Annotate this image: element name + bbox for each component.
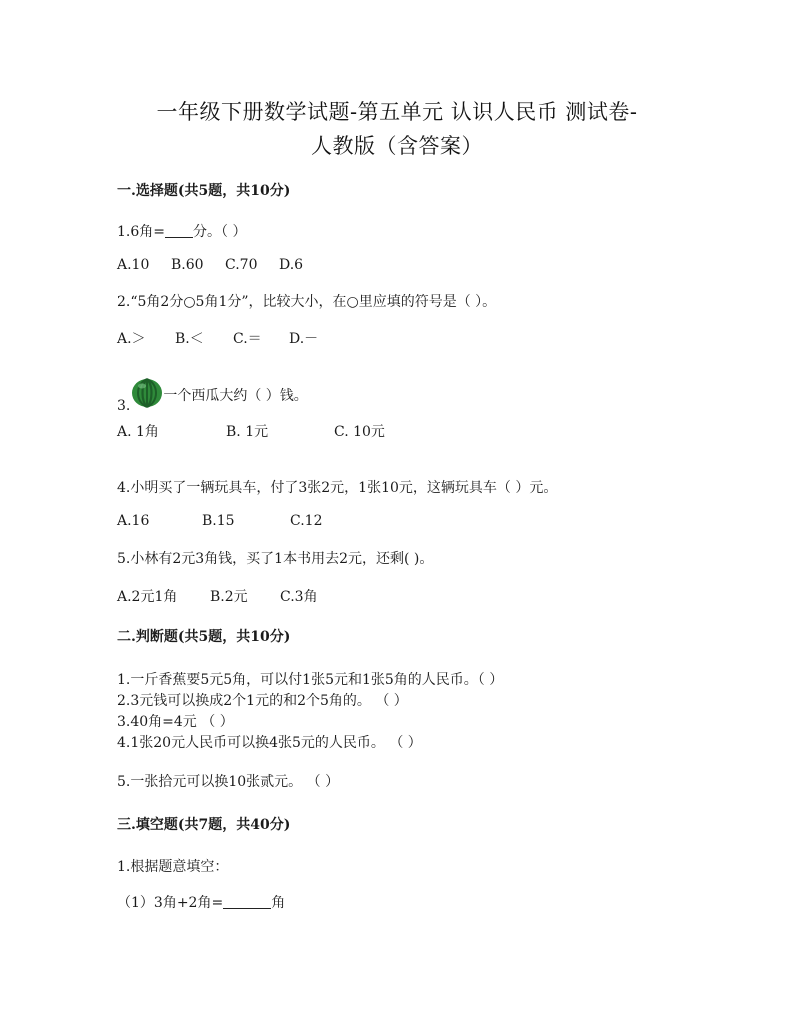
watermelon-icon <box>131 376 163 408</box>
option: D.6 <box>279 257 304 273</box>
question-5-stem: 5.小林有2元3角钱，买了1本书用去2元，还剩( )。 <box>117 551 434 567</box>
question-1-options <box>117 257 303 273</box>
question-3-stem <box>117 376 308 414</box>
page-title-line2: 人教版（含答案） <box>311 134 483 158</box>
judgment-item-3: 3.40角=4元 （ ） <box>117 714 234 730</box>
option: C.70 <box>225 257 258 273</box>
option: C.3角 <box>280 589 318 605</box>
option: A.10 <box>117 257 150 273</box>
option: A.16 <box>117 513 150 529</box>
judgment-item-4: 4.1张20元人民币可以换4张5元的人民币。 （ ） <box>117 735 422 751</box>
question-1-stem-end: 分。（ ） <box>193 224 247 240</box>
question-4-stem: 4.小明买了一辆玩具车，付了3张2元，1张10元，这辆玩具车（ ）元。 <box>117 480 558 496</box>
judgment-item-2: 2.3元钱可以换成2个1元的和2个5角的。 （ ） <box>117 693 408 709</box>
fill-question-1-stem: 1.根据题意填空： <box>117 859 229 875</box>
section-heading-choice: 一.选择题(共5题，共10分) <box>117 183 291 199</box>
section-heading-fill-blank: 三.填空题(共7题，共40分) <box>117 817 291 833</box>
option: B.2元 <box>210 589 248 605</box>
fill-sub-1-start: （1）3角+2角= <box>117 895 224 911</box>
question-4-options <box>117 513 322 529</box>
option: C. 10元 <box>334 424 385 440</box>
page-title-line1: 一年级下册数学试题-第五单元 认识人民币 测试卷- <box>156 100 638 124</box>
option: B.＜ <box>175 331 204 347</box>
option: A. 1角 <box>117 424 159 440</box>
judgment-item-5: 5.一张拾元可以换10张贰元。 （ ） <box>117 774 340 790</box>
option: B. 1元 <box>226 424 269 440</box>
fill-question-1-sub-1 <box>117 892 285 912</box>
section-heading-true-false: 二.判断题(共5题，共10分) <box>117 629 291 645</box>
option: A.2元1角 <box>117 589 178 605</box>
question-2-stem: 2.“5角2分○5角1分”，比较大小，在○里应填的符号是（ ）。 <box>117 294 497 310</box>
answer-blank[interactable] <box>165 223 193 238</box>
option: B.60 <box>171 257 204 273</box>
question-5-options <box>117 586 318 606</box>
question-1-stem-start: 1.6角= <box>117 224 165 240</box>
answer-blank[interactable] <box>223 894 271 909</box>
judgment-item-1: 1.一斤香蕉要5元5角，可以付1张5元和1张5角的人民币。（ ） <box>117 672 504 688</box>
question-2-options <box>117 328 318 348</box>
question-3-text: 一个西瓜大约（ ）钱。 <box>163 388 308 404</box>
fill-sub-1-end: 角 <box>271 895 286 911</box>
option: B.15 <box>202 513 235 529</box>
option: C.＝ <box>233 331 262 347</box>
option: A.＞ <box>117 331 146 347</box>
question-3-options <box>117 421 385 441</box>
option: D.－ <box>289 331 319 347</box>
option: C.12 <box>290 513 323 529</box>
question-3-number: 3. <box>117 398 131 414</box>
question-1-stem <box>117 221 246 241</box>
